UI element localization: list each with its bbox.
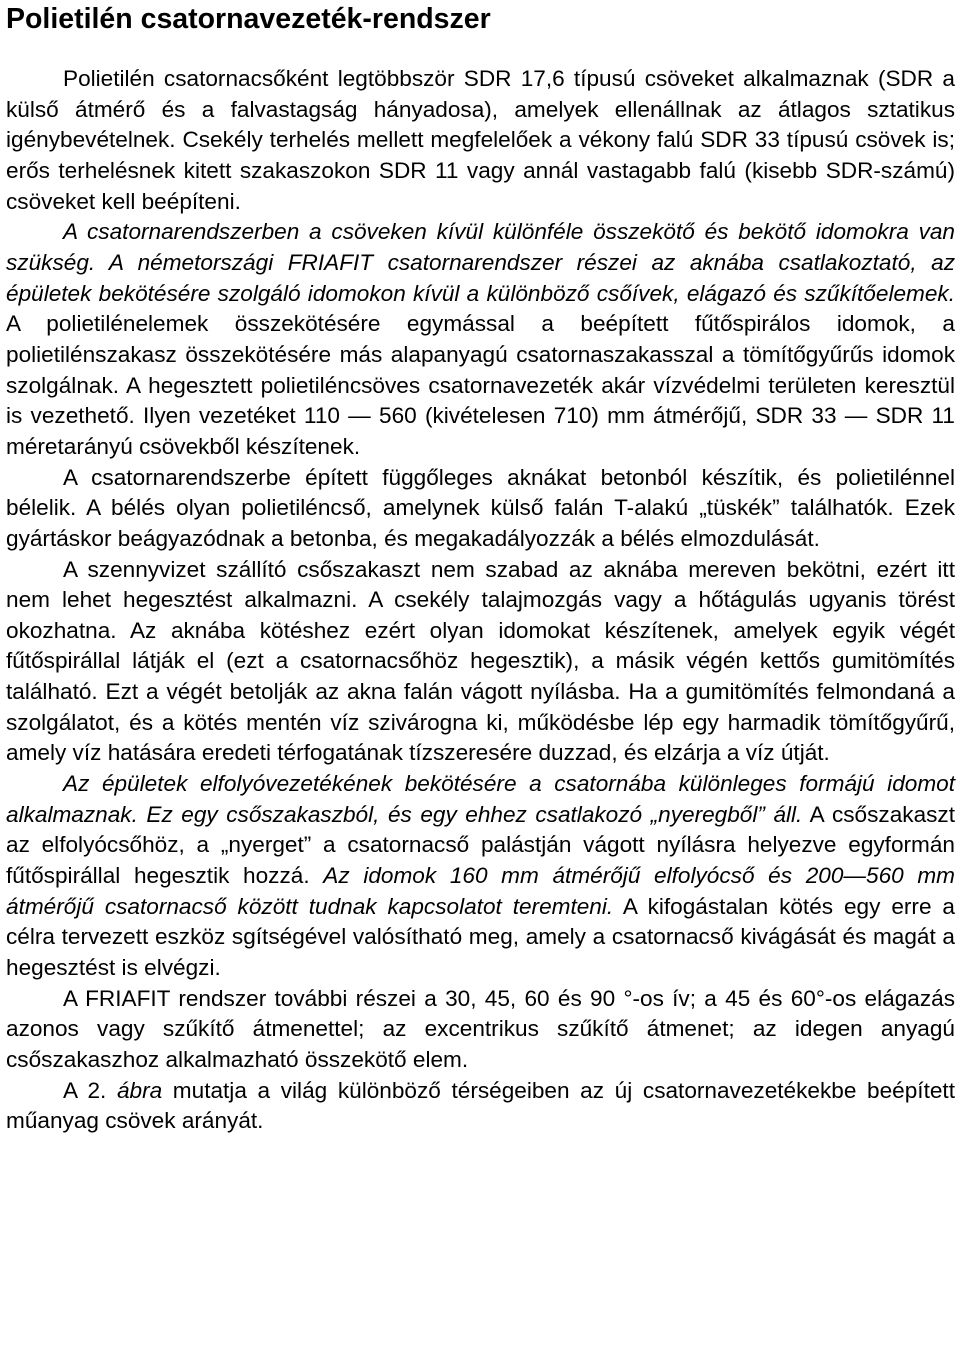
- paragraph-sdr-types: [6, 64, 955, 217]
- paragraph-text-italic: Az idomok 160 mm átmérőjű elfolyócső és 200—560 mm átmérőjű csatornacső között tudnak kapcsolatot teremteni.: [6, 863, 955, 919]
- paragraph-text: A csőszakaszt az elfolyócsőhöz, a „nyerget” a csatornacső palástján vágott nyílásra helyezve egyformán fűtőspirállal hegesztik hozzá.: [6, 801, 956, 889]
- paragraph-text: mutatja a világ különböző térségeiben az új csatornavezetékekbe beépített műanyag csövek arányát.: [6, 1077, 955, 1134]
- figure-reference-italic: ábra: [116, 1077, 163, 1103]
- paragraph-manhole-connection: [6, 555, 955, 770]
- paragraph-text: A csatornarendszerbe épített függőleges aknákat betonból készítik, és polietilénnel bélelik. A bélés olyan polietiléncső, amelynek külső falán T-alakú „tüskék” találhatók. Ezek gyártáskor beágyazódnak a betonba, és megakadályozzák a bélés elmozdulását.: [6, 464, 955, 551]
- paragraph-text: A szennyvizet szállító csőszakaszt nem szabad az aknába mereven bekötni, ezért itt nem lehet hegesztést alkalmazni. A csekély talajmozgás vagy a hőtágulás ugyanis törést okozhatna. Az aknába kötéshez ezért olyan idomokat készítenek, amelyek egyik végét fűtőspirállal látják el (ezt a csatornacsőhöz hegesztik), a másik végén kettős gumitömítés található. Ezt a végét betolják az akna falán vágott nyílásba. Ha a gumitömítés felmondaná a szolgálatot, és a kötés mentén víz szivárogna ki, működésbe lép egy harmadik tömítőgyűrű, amely víz hatására eredeti térfogatának tízszeresére duzzad, és elzárja a víz útját.: [6, 556, 955, 766]
- paragraph-figure-reference: [6, 1076, 955, 1137]
- paragraph-text-italic: Az épületek elfolyóvezetékének bekötésére a csatornába különleges formájú idomot alkalmaznak. Ez egy csőszakaszból, és egy ehhez csatlakozó „nyeregből” áll.: [6, 771, 955, 827]
- paragraph-friafit-parts: [6, 984, 955, 1076]
- paragraph-saddle-fitting: [6, 769, 955, 984]
- document-page: [6, 0, 955, 1137]
- document-title: Polietilén csatornavezeték-rendszer: [6, 3, 491, 35]
- paragraph-text-italic: A csatornarendszerben a csöveken kívül különféle összekötő és bekötő idomokra van szükség. A németországi FRIAFIT csatornarendszer részei az aknába csatlakoztató, az épületek bekötésére szolgáló idomokon kívül a különböző csőívek, elágazó és szűkítőelemek.: [6, 219, 955, 306]
- paragraph-text: Polietilén csatornacsőként legtöbbször SDR 17,6 típusú csöveket alkalmaznak (SDR a külső átmérő és a falvastagság hányadosa), amelyek ellenállnak az átlagos sztatikus igénybevételnek. Csekély terhelés mellett megfelelőek a vékony falú SDR 33 típusú csövek is; erős terhelésnek kitett szakaszokon SDR 11 vagy annál vastagabb falú (kisebb SDR-számú) csöveket kell beépíteni.: [6, 66, 955, 214]
- document-body: [6, 64, 955, 1137]
- paragraph-text: A kifogástalan kötés egy erre a célra tervezett eszköz sgítségével valósítható meg, amely a csatornacső kivágását és magát a hegesztést is elvégzi.: [6, 893, 955, 981]
- paragraph-manholes: [6, 463, 955, 555]
- paragraph-text: A FRIAFIT rendszer további részei a 30, 45, 60 és 90 °-os ív; a 45 és 60°-os elágazás azonos vagy szűkítő átmenettel; az excentrikus szűkítő átmenet; az idegen anyagú csőszakaszhoz alkalmazható összekötő elem.: [6, 985, 955, 1072]
- paragraph-text: A polietilénelemek összekötésére egymással a beépített fűtőspirálos idomok, a polietilénszakasz összekötésére más alapanyagú csatornaszakasszal a tömítőgyűrűs idomok szolgálnak. A hegesztett polietiléncsöves csatornavezeték akár vízvédelmi területen keresztül is vezethető. Ilyen vezetéket 110 — 560 (kivételesen 710) mm átmérőjű, SDR 33 — SDR 11 méretarányú csövekből készítenek.: [6, 311, 955, 459]
- paragraph-fittings: [6, 217, 955, 462]
- paragraph-text: A 2.: [63, 1077, 117, 1103]
